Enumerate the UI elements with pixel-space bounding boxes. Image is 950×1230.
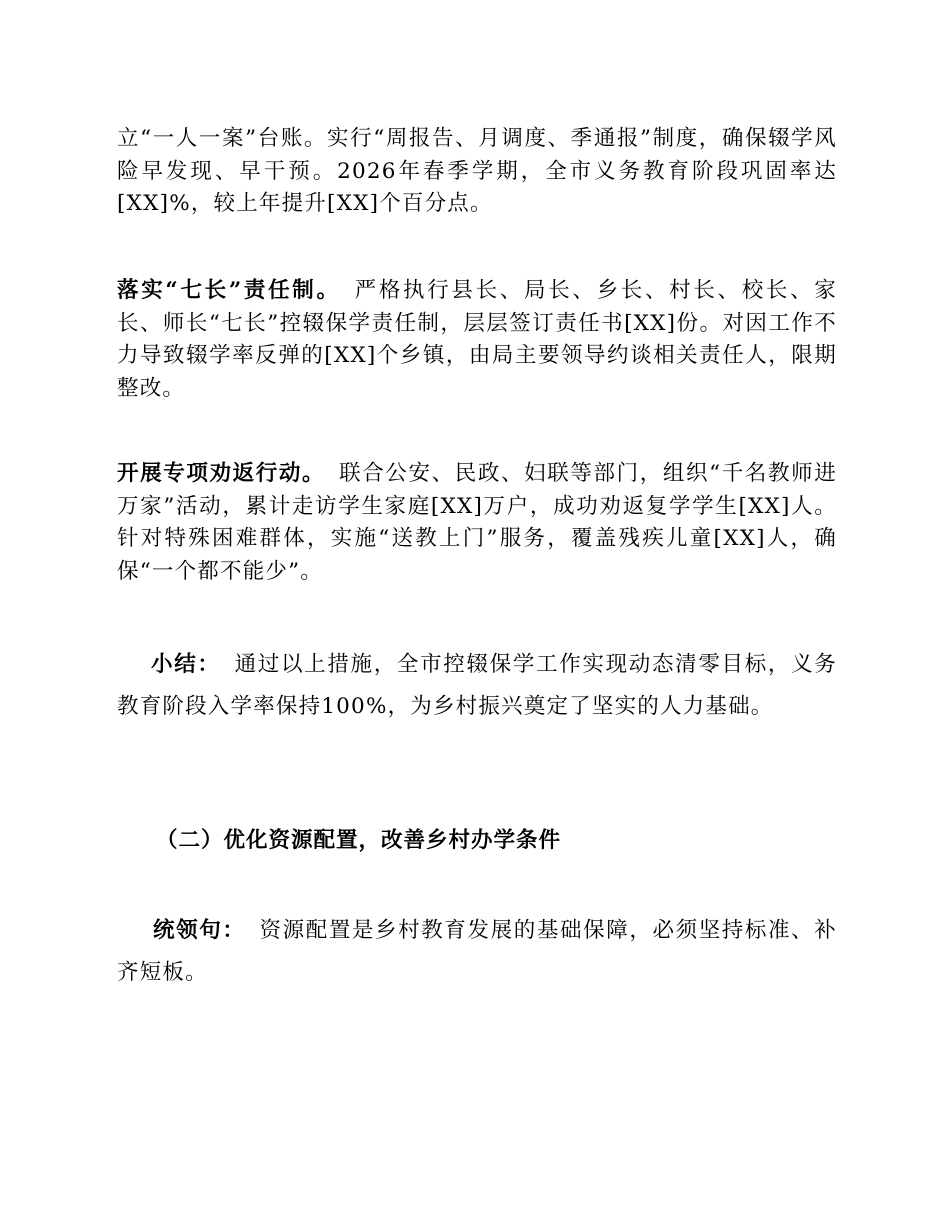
paragraph-text: 联合公安、民政、妇联等部门，组织“千名教师进万家”活动，累计走访学生家庭[XX]万户，成功劝返复学学生[XX]人。针对特殊困难群体，实施“送教上门”服务，覆盖残疾儿童[XX]人，确保“一个都不能少”。 (117, 461, 837, 584)
paragraph-ledger (117, 123, 837, 221)
paragraph-intro (117, 910, 837, 994)
paragraph-lead: 开展专项劝返行动。 (117, 461, 326, 486)
summary-lead: 小结： (151, 652, 221, 677)
paragraph-text: 严格执行县长、局长、乡长、村长、校长、家长、师长“七长”控辍保学责任制，层层签订责任书[XX]份。对因工作不力导致辍学率反弹的[XX]个乡镇，由局主要领导约谈相关责任人，限期整改。 (117, 278, 837, 401)
intro-lead: 统领句： (153, 918, 246, 943)
summary-text: 通过以上措施，全市控辍保学工作实现动态清零目标，义务教育阶段入学率保持100%，为乡村振兴奠定了坚实的人力基础。 (117, 652, 838, 719)
paragraph-lead: 落实“七长”责任制。 (117, 278, 341, 303)
section-heading: （二）优化资源配置，改善乡村办学条件 (156, 828, 562, 853)
paragraph-summary (117, 644, 837, 728)
paragraph-text: 立“一人一案”台账。实行“周报告、月调度、季通报”制度，确保辍学风险早发现、早干预。2026年春季学期，全市义务教育阶段巩固率达[XX]%，较上年提升[XX]个百分点。 (117, 126, 837, 216)
paragraph-seven-chiefs (117, 275, 837, 405)
intro-text: 资源配置是乡村教育发展的基础保障，必须坚持标准、补齐短板。 (117, 918, 837, 985)
paragraph-persuasion-campaign (117, 458, 837, 588)
